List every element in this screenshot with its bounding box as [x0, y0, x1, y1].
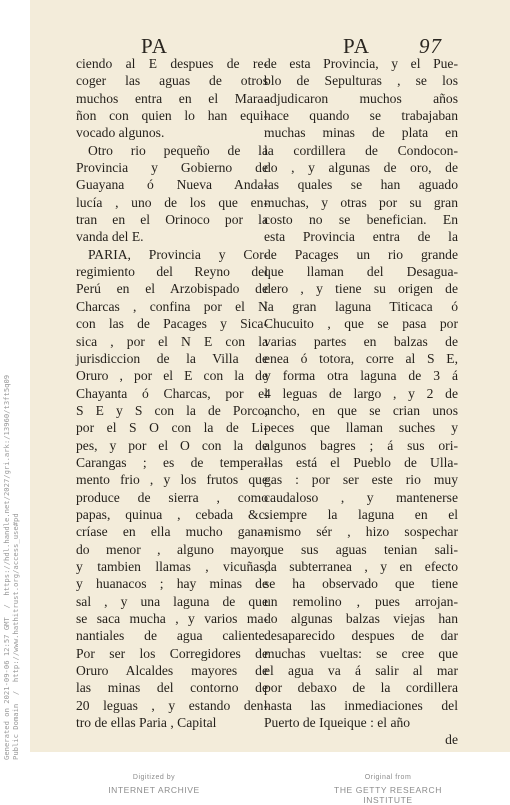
text-line: de Pacages un rio grande: [264, 246, 458, 262]
footer: [0, 772, 510, 805]
text-line: el agua va á salir al mar: [264, 663, 458, 679]
text-line: produce de sierra , como: [76, 489, 268, 505]
text-line: do algunas balzas viejas han: [264, 611, 458, 626]
text-line: regimiento del Reyno del: [76, 264, 268, 280]
text-line: desaparecido despues de dar: [264, 628, 458, 644]
text-line: y forma otra laguna de 3 á: [264, 368, 458, 384]
text-line: las quales se han aguado: [264, 177, 458, 193]
text-line: nantiales de agua caliente.: [76, 628, 268, 644]
digitized-by-label: Digitized by: [132, 774, 176, 781]
text-line: lucía , uno de los que en-: [76, 194, 268, 210]
side-stamp: [0, 0, 30, 800]
text-line: peces que llaman suches y: [264, 420, 458, 436]
text-line: siempre la laguna en el: [264, 506, 458, 522]
text-line: dero , y tiene su origen de: [264, 281, 458, 297]
left-running-head: PA: [141, 34, 168, 58]
text-line: que sus aguas tenian sali-: [264, 541, 458, 557]
scanned-page: [30, 0, 510, 752]
text-line: Otro rio pequeño de la: [88, 142, 268, 158]
text-line: 20 leguas , y estando den-: [76, 697, 268, 713]
text-line: jurisdiccion de la Villa de: [76, 350, 268, 366]
text-line: coger las aguas de otros: [76, 73, 268, 89]
text-line: tro de ellas Paria , Capital: [76, 715, 217, 731]
text-line: mismo sér , hizo sospechar: [264, 524, 458, 540]
stamp-line-2: Public Domain / http://www.hathitrust.org/access_use#pd: [11, 513, 20, 760]
text-line: Chayanta ó Charcas, por el: [76, 385, 268, 401]
text-line: la cordillera de Condocon-: [264, 142, 458, 158]
running-header: [30, 36, 510, 56]
text-line: enea ó totora, corre al S E,: [264, 350, 458, 366]
text-line: Chucuito , que se pasa por: [264, 316, 458, 332]
text-line: Carangas ; es de tempera-: [76, 454, 268, 470]
text-line: Oruro Alcaldes mayores de: [76, 663, 268, 679]
generation-stamp: [2, 375, 20, 760]
left-text-column: [76, 55, 268, 731]
text-line: algunos bagres ; á sus ori-: [264, 437, 458, 453]
stamp-line-1: Generated on 2021-09-06 12:57 GMT / https://hdl.handle.net/2027/gri.ark:/13960/t3ft5q09: [2, 374, 11, 760]
internet-archive-label: INTERNET ARCHIVE: [108, 785, 200, 795]
getty-institute-label: THE GETTY RESEARCH INSTITUTE: [334, 785, 442, 805]
text-line: se saca mucha , y varios ma-: [76, 611, 268, 626]
text-line: muchos entra en el Mara-: [76, 90, 268, 106]
text-line: las minas del contorno de: [76, 680, 268, 696]
text-line: Por ser los Corregidores de: [76, 645, 268, 661]
text-line: muchas minas de plata en: [264, 125, 458, 141]
text-line: llas está el Pueblo de Ulla-: [264, 454, 458, 470]
text-line: se ha observado que tiene: [264, 576, 458, 592]
text-line: adjudicaron muchos años: [264, 90, 458, 106]
text-line: críase en ella mucho gana-: [76, 524, 268, 540]
text-line: Guayana ó Nueva Anda-: [76, 177, 268, 193]
text-line: ñon con quien lo han equi-: [76, 108, 268, 124]
text-line: con las de Pacages y Sica-: [76, 316, 268, 332]
text-line: vanda del E.: [76, 229, 144, 245]
text-line: caudaloso , y mantenerse: [264, 489, 458, 505]
text-line: ancho, en que se crian unos: [264, 402, 458, 418]
text-line: por el S O con la de Li-: [76, 420, 268, 436]
text-line: 4 leguas de largo , y 2 de: [264, 385, 458, 401]
text-line: varias partes en balzas de: [264, 333, 458, 349]
text-line: ciendo al E despues de re-: [76, 56, 268, 71]
text-line: un remolino , pues arrojan-: [264, 593, 458, 609]
text-line: PARIA, Provincia y Cor-: [88, 246, 268, 262]
text-line: sal , y una laguna de que: [76, 593, 268, 609]
text-line: tran en el Orinoco por la: [76, 212, 268, 228]
text-line: hasta las inmediaciones del: [264, 697, 458, 713]
text-line: gas : por ser este rio muy: [264, 472, 458, 488]
text-line: de: [445, 732, 458, 748]
text-line: la gran laguna Titicaca ó: [264, 298, 458, 314]
page-number: 97: [419, 34, 442, 58]
text-line: por debaxo de la cordillera: [264, 680, 458, 696]
text-line: papas, quinua , cebada &c.: [76, 506, 268, 522]
text-line: S E y S con la de Porco,: [76, 402, 268, 418]
text-line: y huanacos ; hay minas de: [76, 576, 268, 592]
text-line: que llaman del Desagua-: [264, 264, 458, 280]
text-line: hace quando se trabajaban: [264, 108, 458, 124]
text-line: do , y algunas de oro, de: [264, 160, 458, 176]
text-line: Puerto de Iqueique : el año: [264, 715, 411, 731]
text-line: do menor , alguno mayor,: [76, 541, 268, 557]
text-line: blo de Sepulturas , se los: [264, 73, 458, 89]
text-line: vocado algunos.: [76, 125, 165, 141]
right-running-head: PA: [343, 34, 370, 58]
text-line: muchas vueltas: se cree que: [264, 645, 458, 661]
text-line: Perú en el Arzobispado de: [76, 281, 268, 297]
text-line: y tambien llamas , vicuñas,: [76, 558, 268, 574]
text-line: esta Provincia entra de la: [264, 229, 458, 245]
text-line: Charcas , confina por el N: [76, 298, 268, 314]
text-line: pes, y por el O con la de: [76, 437, 268, 453]
text-line: Provincia y Gobierno de: [76, 160, 268, 176]
text-line: sica , por el N E con la: [76, 333, 268, 349]
text-line: Oruro , por el E con la de: [76, 368, 268, 384]
text-line: de esta Provincia, y el Pue-: [264, 56, 458, 71]
text-line: da subterranea , y en efecto: [264, 558, 458, 574]
right-text-column: [264, 55, 458, 749]
text-line: mento frio , y los frutos que: [76, 472, 268, 488]
text-line: costo no se benefician. En: [264, 212, 458, 228]
original-from-label: Original from: [364, 774, 412, 781]
text-line: muchas, y otras por su gran: [264, 194, 458, 210]
